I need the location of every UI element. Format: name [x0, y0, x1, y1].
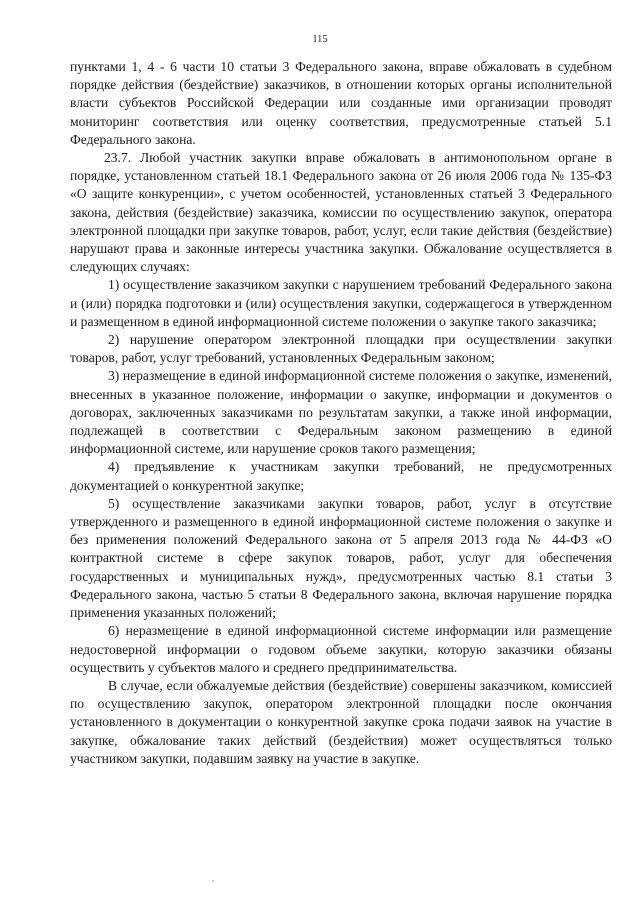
- list-item-3: 3) неразмещение в единой информационной системе положения о закупке, изменений, внесенных в указанное положение, информации о закупке, информации и документов о договорах, заключенных заказчиками по результатам закупки, а также иной информации, подлежащей в соответствии с Федеральным законом размещению в единой информационной системе, или нарушение сроков такого размещения;: [70, 368, 612, 457]
- document-body: [70, 58, 612, 768]
- paragraph-section-23-7: 23.7. Любой участник закупки вправе обжаловать в антимонопольном органе в порядке, установленном статьей 18.1 Федерального закона от 26 июля 2006 года № 135-ФЗ «О защите конкуренции», с учетом особенностей, установленных статьей 3 Федерального закона, действия (бездействие) заказчика, комиссии по осуществлению закупок, оператора электронной площадки при закупке товаров, работ, услуг, если такие действия (бездействие) нарушают права и законные интересы участника закупки. Обжалование осуществляется в следующих случаях:: [70, 150, 612, 275]
- list-item-2: 2) нарушение оператором электронной площадки при осуществлении закупки товаров, работ, услуг требований, установленных Федеральным законом;: [70, 332, 612, 366]
- list-item-6: 6) неразмещение в единой информационной системе информации или размещение недостоверной информации о годовом объеме закупки, которую заказчики обязаны осуществить у субъектов малого и среднего предпринимательства.: [70, 623, 612, 675]
- paragraph-continuation: пунктами 1, 4 - 6 части 10 статьи 3 Федерального закона, вправе обжаловать в судебном порядке действия (бездействие) заказчиков, в отношении которых органы исполнительной власти субъектов Российской Федерации или созданные ими организации проводят мониторинг соответствия или оценку соответствия, предусмотренные статьей 5.1 Федерального закона.: [70, 59, 612, 147]
- scan-speck: [212, 880, 214, 882]
- list-item-1: 1) осуществление заказчиком закупки с нарушением требований Федерального закона и (или) порядка подготовки и (или) осуществления закупки, содержащегося в утвержденном и размещенном в единой информационной системе положении о закупке такого заказчика;: [70, 277, 612, 329]
- list-item-5: 5) осуществление заказчиками закупки товаров, работ, услуг в отсутствие утвержденного и размещенного в единой информационной системе положения о закупке и без применения положений Федерального закона от 5 апреля 2013 года № 44-ФЗ «О контрактной системе в сфере закупок товаров, работ, услуг для обеспечения государственных и муниципальных нужд», предусмотренных частью 8.1 статьи 3 Федерального закона, частью 5 статьи 8 Федерального закона, включая нарушение порядка применения указанных положений;: [70, 495, 612, 621]
- page-number: 115: [312, 34, 328, 45]
- paragraph-closing: В случае, если обжалуемые действия (бездействие) совершены заказчиком, комиссией по осуществлению закупок, оператором электронной площадки после окончания установленного в документации о конкурентной закупке срока подачи заявок на участие в закупке, обжалование таких действий (бездействия) может осуществляться только участником закупки, подавшим заявку на участие в закупке.: [70, 677, 612, 766]
- list-item-4: 4) предъявление к участникам закупки требований, не предусмотренных документацией о конкурентной закупке;: [70, 459, 612, 493]
